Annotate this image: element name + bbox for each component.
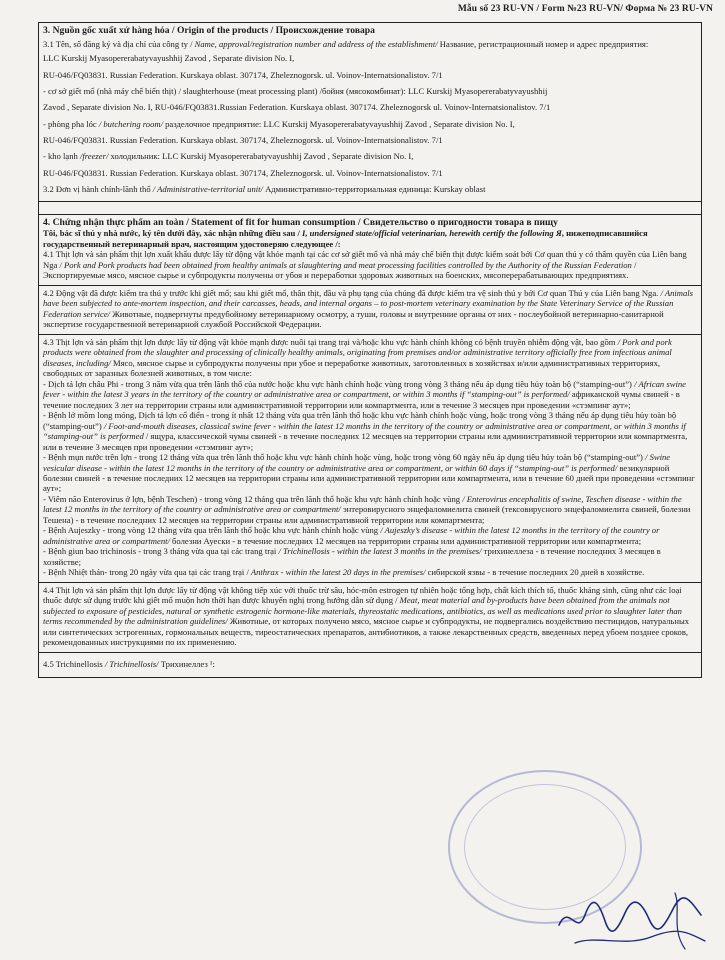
- disease-aujeszky: - Bệnh Aujeszky - trong vòng 12 tháng vừa qua trên lãnh thổ hoặc khu vực hành chính hoặc vùng / Aujeszky’s disease - within the latest 12 months in the territory of the country or administrative area or compartment/ болезни Ауески - в течение последних 12 месяцев на территории страны или административной территории или компартмента;: [43, 525, 660, 546]
- vet-certification-intro: Tôi, bác sĩ thú y nhà nước, ký tên dưới đây, xác nhận những điều sau / I, undersigned state/official veterinarian, herewith certify the following Я, нижеподписавшийся государственный ветеринарный врач, настоящим удостоверяю следующее /:: [43, 228, 648, 249]
- clause-4-4: 4.4 Thịt lợn và sản phẩm thịt lợn được lấy từ động vật không tiếp xúc với thuốc trừ sâu, hóc-môn estrogen tự nhiên hoặc tổng hợp, chất kích thích tố, thuốc kháng sinh, cũng như các loại thuốc được sử dụng trước khi giết mổ muộn hơn thời hạn được khuyến nghị trong hướng dẫn sử dụng / Meat, meat material and by-products have been obtained from the animals not subjected to exposure of pesticides, natural or synthetic estrogenic hormone-like materials, thyreostatic medications, antibiotics, as well as medications used prior to slaughter later than terms recommended by the administration guidelines/ Животные, от которых получено мясо, мясное сырье и субпродукты, не подвергались воздействию пестицидов, натуральных или синтетических эстрогенных, гормональных веществ, тиреостатических препаратов, антибиотиков, а также лекарственных средств, введенных перед убоем позднее сроков, рекомендованных инструкциями по их применению.: [43, 584, 690, 648]
- disease-swine-vesicular: - Bệnh mụn nước trên lợn - trong 12 tháng vừa qua trên lãnh thổ hoặc khu vực hành chính hoặc vùng, hoặc trong vòng 60 ngày nếu áp dụng tiêu hủy toàn bộ (“stamping-out”) / Swine vesicular disease - within the latest 12 months in the territory of the country or administrative area or compartment, or within 60 days if “stamping-out” is performed/ везикулярной болезни свиней - в течение последних 12 месяцев на территории страны или административной территории или компартмента, или в течение 60 дней при проведении «стэмпинг аут»;: [43, 452, 695, 494]
- establishment-label: 3.1 Tên, số đăng ký và địa chỉ của công ty / Name, approval/registration number and address of the establishment/ Название, регистрационный номер и адрес предприятия:: [43, 39, 649, 50]
- slaughterhouse-label: - cơ sở giết mổ (nhà máy chế biến thịt) / slaughterhouse (meat processing plant) /бойня (мясокомбинат):: [43, 86, 406, 97]
- handwritten-signature: [555, 885, 710, 955]
- section-origin: [39, 23, 701, 201]
- freezer-value: LLC Kurskij Myasopererabatyvayushhij Zavod , Separate division No. I,: [159, 151, 414, 162]
- clause-4-5: 4.5 Trichinellosis / Trichinellosis/ Трихинеллез ¹:: [43, 658, 215, 669]
- disease-foot-and-mouth: - Bệnh lở mồm long móng, Dịch tả lợn cổ điển - trong ít nhất 12 tháng vừa qua trên lãnh thổ hoặc khu vực hành chính hoặc vùng, hoặc trong vòng 3 tháng nếu áp dụng tiêu hủy toàn bộ (“stamping-out”) / Foot-and-mouth diseases, classical swine fever - within the latest 12 months in the territory of the country or administrative area or compartment, or within 3 months if “stamping-out” is performed / ящура, классической чумы свиней - в течение последних 12 месяцев на территории страны или административной территории или компартмента, или в течение 3 месяцев при проведении «стэмпинг аут»;: [43, 410, 688, 452]
- butchering-room-value: LLC Kurskij Myasopererabatyvayushhij Zavod , Separate division No. I,: [261, 118, 515, 129]
- section-spacer: [39, 201, 701, 214]
- clause-4-3-box: [39, 334, 701, 582]
- disease-trichinellosis: - Bệnh giun bao trichinosis - trong 3 tháng vừa qua tại các trang trại / Trichinellosis - within the latest 3 months in the premises/ трихинеллеза - в течение последних 3 месяцев в хозяйстве;: [43, 546, 661, 567]
- clause-4-2-box: [39, 285, 701, 334]
- clause-4-2: 4.2 Động vật đã được kiểm tra thú y trước khi giết mổ; sau khi giết mổ, thân thịt, đầu và phụ tạng của chúng đã được kiểm tra vệ sinh thú y bởi Cơ quan Thú y của Liên bang Nga. / Animals have been subjected to ante-mortem inspection, and their carcasses, heads, and internal organs – to post-mortem veterinary examination by the State Veterinary Service of the Russian Federation service/ Животные, подвергнуты предубойному ветеринарному осмотру, а туши, головы и внутренние органы от них - послеубойной ветеринарно-санитарной экспертизе государственной ветеринарной службой Российской Федерации.: [43, 287, 693, 330]
- freezer-label: - kho lạnh /freezer/ холодильник:: [43, 151, 160, 162]
- clause-4-3: 4.3 Thịt lợn và sản phẩm thịt lợn được lấy từ động vật khỏe mạnh được nuôi tại trang trại và/hoặc khu vực hành chính không có bệnh truyền nhiễm động vật, bao gồm / Pork and pork products were obtained from the slaughter and processing of clinically healthy animals, originating from premises and/or administrative territory officially free from infectious animal diseases, including/ Мясо, мясное сырье и субпродукты получены при убое и переработке животных, заготовленных в хозяйствах и/или административных территориях, свободных от заразных болезней животных, в том числе:: [43, 336, 672, 379]
- freezer-address: RU-046/FQ03831. Russian Federation. Kurskaya oblast. 307174, Zheleznogorsk. ul. Voinov-Internatsionalistov. 7/1: [43, 167, 443, 178]
- slaughterhouse-value: LLC Kurskij Myasopererabatyvayushhij: [405, 86, 548, 97]
- admin-unit-label: 3.2 Đơn vị hành chính-lãnh thổ / Administrative-territorial unit/ Административно-территориальная единица:: [43, 183, 432, 194]
- butchering-room-label: - phòng pha lóc / butchering room/ разделочное предприятие:: [43, 118, 262, 129]
- form-number-header: Mẫu số 23 RU-VN / Form №23 RU-VN/ Форма № 23 RU-VN: [457, 4, 713, 14]
- section-origin-title: 3. Nguồn gốc xuất xứ hàng hóa / Origin of the products / Происхождение товара: [43, 25, 375, 36]
- disease-african-swine-fever: - Dịch tả lợn châu Phi - trong 3 năm vừa qua trên lãnh thổ của nước hoặc khu vực hành chính hoặc vùng trong vòng 3 tháng nếu áp dụng tiêu hủy toàn bộ (“stamping-out”) / African swine fever - within the latest 3 years in the territory of the country or administrative area or compartment, or within 3 months if “stamping-out” is performed/ африканской чумы свиней - в течение последних 3 лет на территории страны или административной территории или компартмента, или в течение 3 месяцев при проведении «стэмпинг аут»;: [43, 378, 686, 410]
- disease-teschen: - Viêm não Enterovirus ở lợn, bệnh Teschen) - trong vòng 12 tháng qua trên lãnh thổ hoặc khu vực hành chính hoặc vùng / Enterovirus encephalitis of swine, Teschen disease - within the latest 12 months in the territory of the country or administrative area or compartment/ энтеровирусного энцефаломиелита свиней (тексовирусного энцефаломиелита свиней, болезни Тешена) - в течение последних 12 месяцев на территории страны или административной территории или компартмента;: [43, 493, 691, 525]
- clause-4-4-box: [39, 582, 701, 652]
- company-name: LLC Kurskij Myasopererabatyvayushhij Zavod , Separate division No. I,: [43, 53, 295, 64]
- admin-unit-value: Kurskay oblast: [431, 183, 486, 194]
- section-fitness-statement: [39, 214, 701, 284]
- slaughterhouse-address: Zavod , Separate division No. I, RU-046/FQ03831.Russian Federation. Kurskaya oblast. 307174. Zheleznogorsk ul. Voinov-Internatsionalistov. 7/1: [43, 102, 551, 113]
- butchering-room-address: RU-046/FQ03831. Russian Federation. Kurskaya oblast. 307174, Zheleznogorsk. ul. Voinov-Internatsionalistov. 7/1: [43, 135, 443, 145]
- clause-4-1: 4.1 Thịt lợn và sản phẩm thịt lợn xuất khẩu được lấy từ động vật khỏe mạnh tại các cơ sở giết mổ và nhà máy chế biến thịt được kiểm soát bởi Cơ quan thú y có thẩm quyền của Liên bang Nga / Pork and Pork products had been obtained from healthy animals at slaughtering and meat processing facilities controlled by the Authority of the Russian Federation /Экспортируемые мясо, мясное сырье и субпродукты получены от убоя и переработки здоровых животных на боенских, мясоперерабатывающих предприятиях.: [43, 249, 687, 281]
- disease-anthrax: - Bệnh Nhiệt thán- trong 20 ngày vừa qua tại các trang trại / Anthrax - within the latest 20 days in the premises/ сибирской язвы - в течение последних 20 дней в хозяйстве.: [43, 567, 645, 578]
- certificate-frame: [38, 22, 702, 678]
- section-fitness-title: 4. Chứng nhận thực phẩm an toàn / Statement of fit for human consumption / Свидетельство о пригодности товара в пищу: [43, 217, 558, 229]
- clause-4-5-box: [39, 652, 701, 677]
- company-address: RU-046/FQ03831. Russian Federation. Kurskaya oblast. 307174, Zheleznogorsk. ul. Voinov-Internatsionalistov. 7/1: [43, 69, 443, 80]
